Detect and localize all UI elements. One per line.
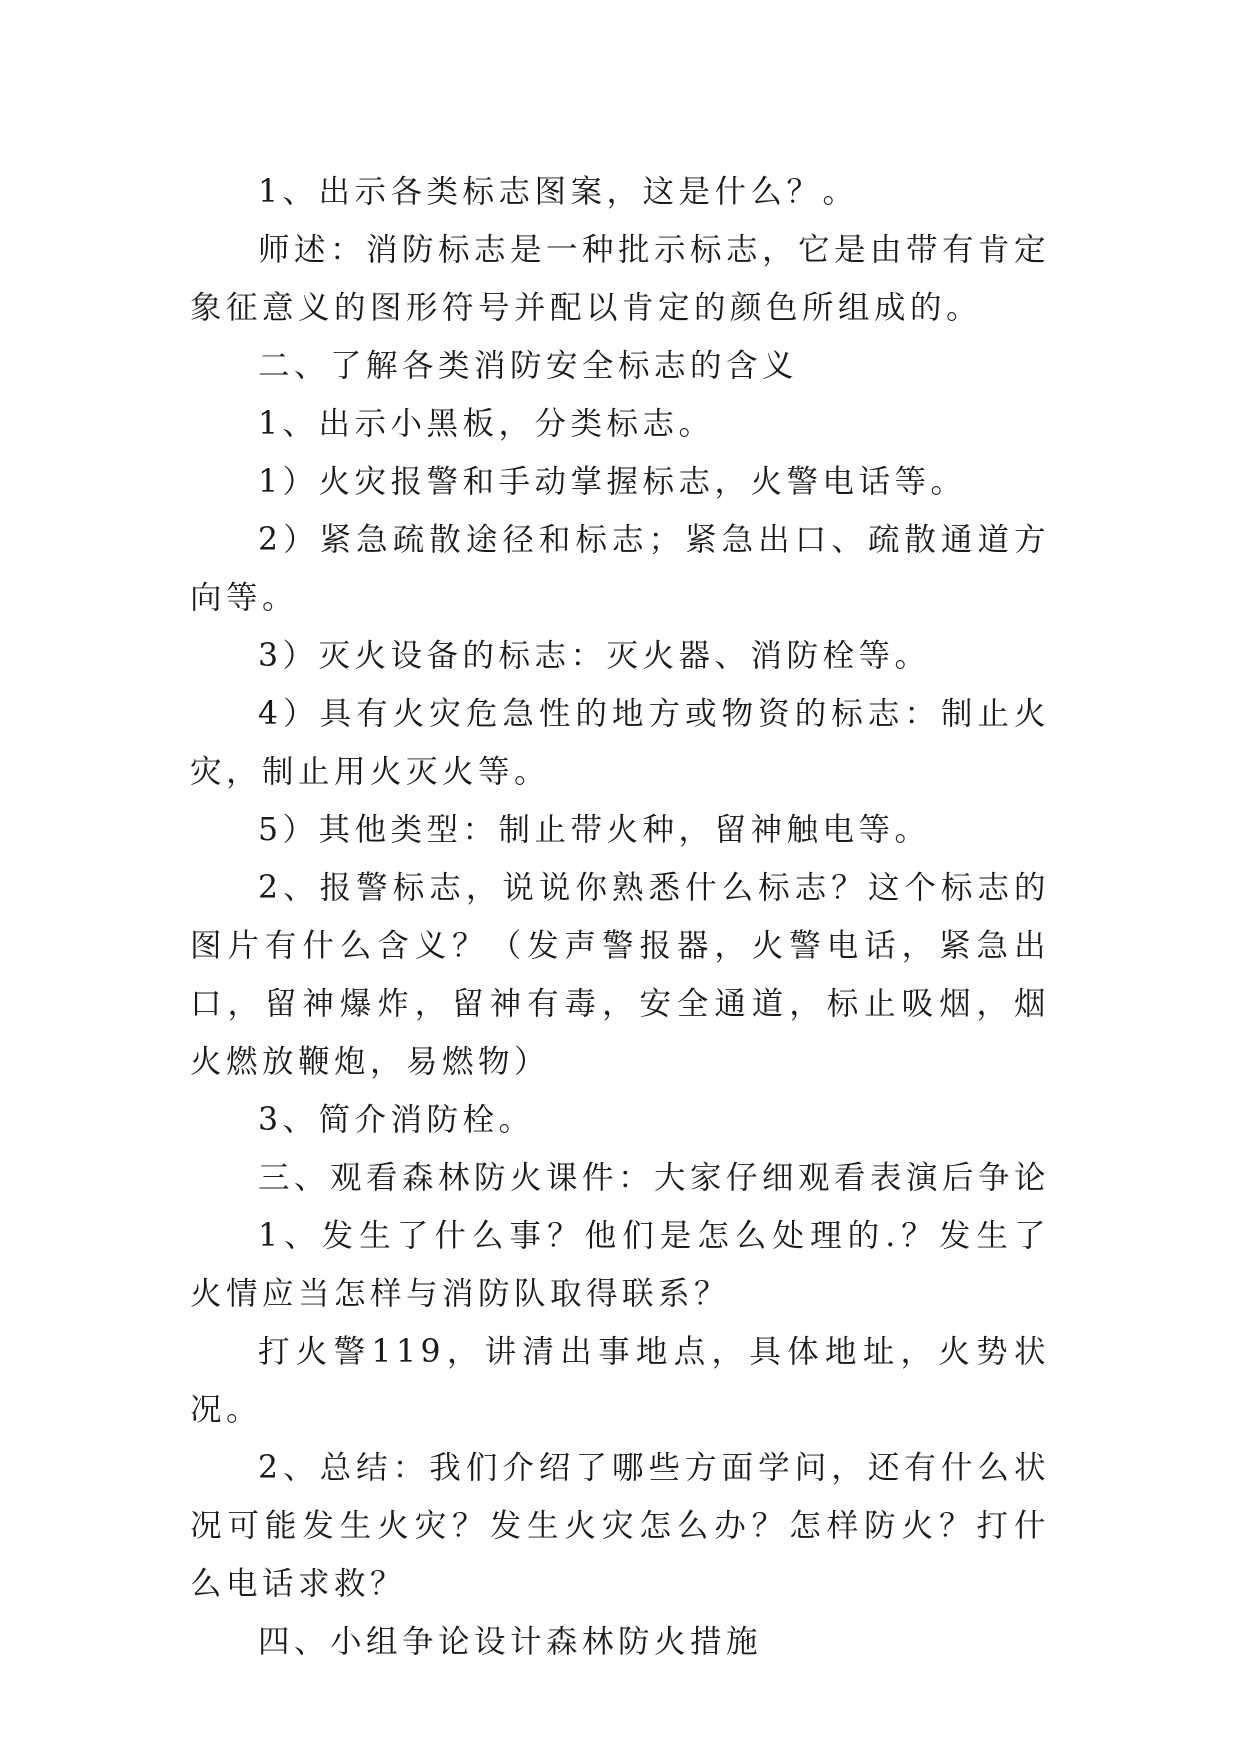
paragraph: 1、出示各类标志图案，这是什么？。 <box>258 174 859 210</box>
section-heading: 四、小组争论设计森林防火措施 <box>258 1624 763 1660</box>
section-heading: 二、了解各类消防安全标志的含义 <box>258 348 799 384</box>
list-item: 1）火灾报警和手动掌握标志，火警电话等。 <box>258 464 967 500</box>
paragraph: 师述：消防标志是一种批示标志，它是由带有肯定象征意义的图形符号并配以肯定的颜色所组成的。 <box>190 232 1051 326</box>
list-item: 2）紧急疏散途径和标志；紧急出口、疏散通道方向等。 <box>190 522 1050 616</box>
list-item: 3）灭火设备的标志：灭火器、消防栓等。 <box>258 638 931 674</box>
paragraph: 1、出示小黑板，分类标志。 <box>258 406 715 442</box>
list-item: 5）其他类型：制止带火种，留神触电等。 <box>258 812 931 848</box>
paragraph: 3、简介消防栓。 <box>258 1102 535 1138</box>
paragraph: 2、总结：我们介绍了哪些方面学问，还有什么状况可能发生火灾？发生火灾怎么办？怎样防火？打什么电话求救？ <box>190 1450 1050 1602</box>
list-item: 4）具有火灾危急性的地方或物资的标志：制止火灾，制止用火灭火等。 <box>190 696 1050 790</box>
section-heading: 三、观看森林防火课件：大家仔细观看表演后争论 <box>258 1160 1051 1196</box>
paragraph: 1、发生了什么事？他们是怎么处理的.？发生了火情应当怎样与消防队取得联系？ <box>190 1218 1050 1312</box>
paragraph: 打火警119，讲清出事地点，具体地址，火势状况。 <box>190 1334 1050 1428</box>
paragraph: 2、报警标志，说说你熟悉什么标志？这个标志的图片有什么含义？（发声警报器，火警电话，紧急出口，留神爆炸，留神有毒，安全通道，标止吸烟，烟火燃放鞭炮，易燃物） <box>190 870 1050 1080</box>
document-body <box>190 163 1050 1671</box>
